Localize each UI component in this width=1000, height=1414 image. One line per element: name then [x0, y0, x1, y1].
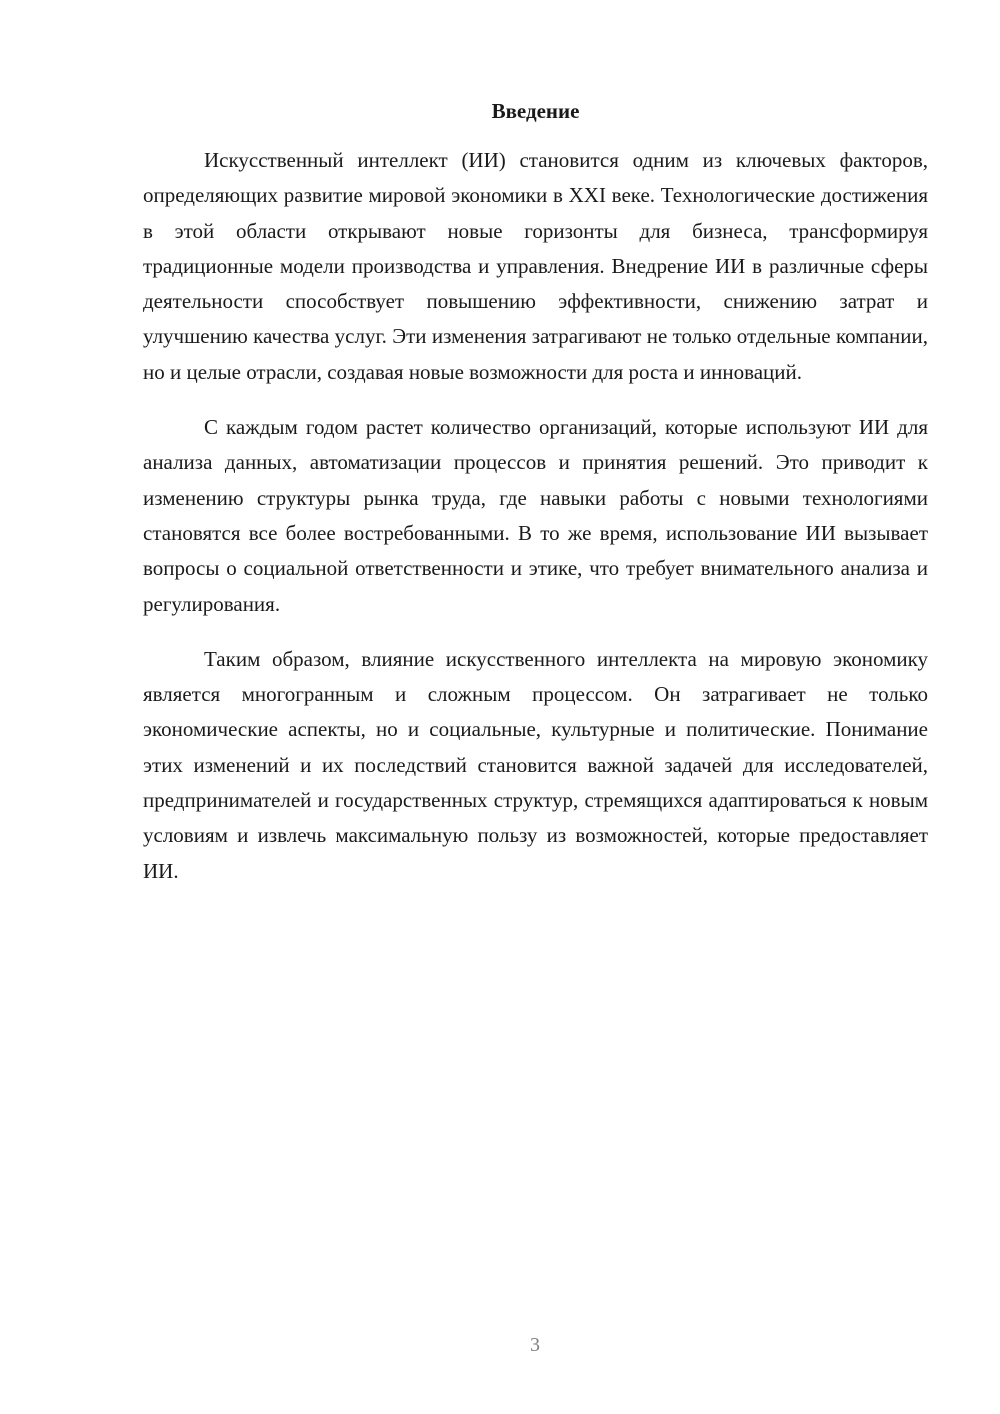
paragraph-3: Таким образом, влияние искусственного интеллекта на мировую экономику является многогранным и сложным процессом. Он затрагивает не только экономические аспекты, но и социальные, культурные и политические. Понимание этих изменений и их последствий становится важной задачей для исследователей, предпринимателей и государственных структур, стремящихся адаптироваться к новым условиям и извлечь максимальную пользу из возможностей, которые предоставляет ИИ. — [143, 646, 928, 883]
section-heading: Введение — [491, 99, 580, 123]
body-text — [143, 143, 928, 909]
paragraph-1: Искусственный интеллект (ИИ) становится одним из ключевых факторов, определяющих развитие мировой экономики в XXI веке. Технологические достижения в этой области открывают новые горизонты для бизнеса, трансформируя традиционные модели производства и управления. Внедрение ИИ в различные сферы деятельности способствует повышению эффективности, снижению затрат и улучшению качества услуг. Эти изменения затрагивают не только отдельные компании, но и целые отрасли, создавая новые возможности для роста и инноваций. — [143, 148, 928, 384]
page-number: 3 — [530, 1334, 540, 1356]
paragraph-2: С каждым годом растет количество организаций, которые используют ИИ для анализа данных, автоматизации процессов и принятия решений. Это приводит к изменению структуры рынка труда, где навыки работы с новыми технологиями становятся все более востребованными. В то же время, использование ИИ вызывает вопросы о социальной ответственности и этике, что требует внимательного анализа и регулирования. — [143, 415, 928, 616]
